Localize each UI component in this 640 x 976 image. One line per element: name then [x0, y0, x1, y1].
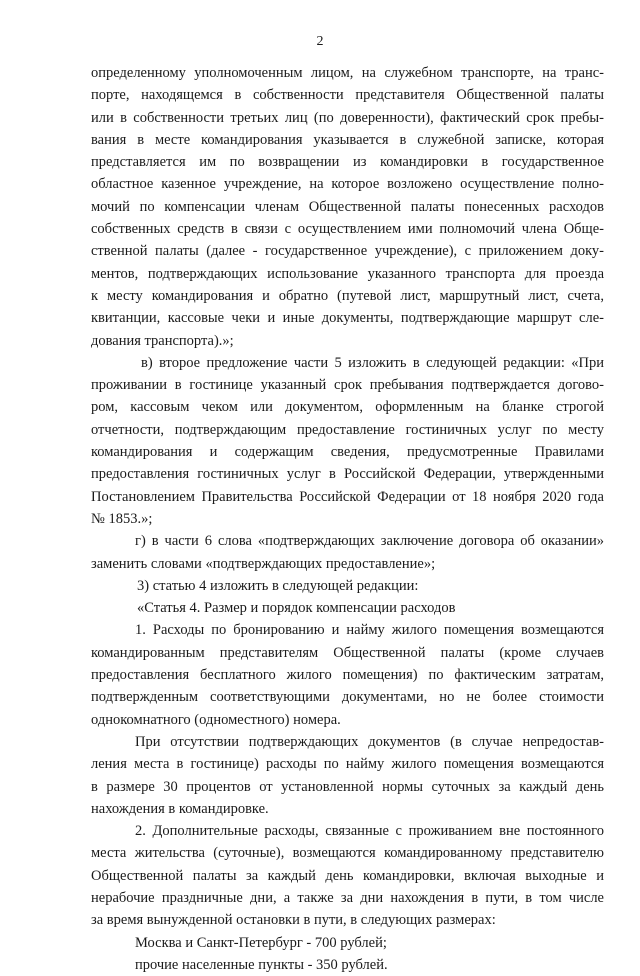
- text-line: за время вынужденной остановки в пути, в следующих размерах:: [91, 912, 496, 929]
- text-line: места жительства (суточные), возмещаются командированному представителю: [91, 845, 604, 862]
- paragraph-first-line: г) в части 6 слова «подтверждающих заключение договора об оказании»: [135, 533, 604, 550]
- text-line: подтвержденным соответствующими документами, но не более стоимости: [91, 689, 604, 706]
- text-line: в размере 30 процентов от установленной нормы суточных за каждый день: [91, 778, 604, 795]
- text-line: № 1853.»;: [91, 510, 153, 527]
- text-line: командирования и содержащим сведения, предусмотренные Правилами: [91, 444, 604, 461]
- text-line: заменить словами «подтверждающих предоставление»;: [91, 555, 436, 572]
- text-line: командированным представителям Общественной палаты (кроме случаев: [91, 644, 604, 661]
- text-line: ментов, подтверждающих использование указанного транспорта для проезда: [91, 265, 604, 282]
- text-line: вания в месте командирования указывается в служебной записке, которая: [91, 131, 604, 148]
- paragraph-first-line: 1. Расходы по бронированию и найму жилого помещения возмещаются: [135, 622, 604, 639]
- text-line: Общественной палаты за каждый день командировки, включая выходные и: [91, 867, 604, 884]
- article-heading: «Статья 4. Размер и порядок компенсации расходов: [137, 600, 456, 617]
- text-line: дования транспорта).»;: [91, 332, 234, 349]
- text-line: определенному уполномоченным лицом, на служебном транспорте, на транс-: [91, 65, 604, 81]
- text-line: ром, кассовым чеком или документом, оформленным на бланке строгой: [91, 399, 604, 416]
- text-line: Постановлением Правительства Российской Федерации от 18 ноября 2020 года: [91, 488, 604, 505]
- text-line: ственной палаты (далее - государственное учреждение), с приложением доку-: [91, 243, 604, 260]
- text-line: предоставления гостиничных услуг в Российской Федерации, утвержденными: [91, 466, 604, 483]
- text-line: нерабочие праздничные дни, а также за дни нахождения в пути, в том числе: [91, 889, 604, 906]
- text-line: предоставления бесплатного жилого помещения) по фактическим затратам,: [91, 667, 604, 684]
- paragraph-first-line: При отсутствии подтверждающих документов (в случае непредостав-: [135, 733, 604, 750]
- page-number: 2: [316, 34, 324, 49]
- text-line: или в собственности третьих лиц (по доверенности), фактический срок пребы-: [91, 109, 604, 126]
- text-line: однокомнатного (одноместного) номера.: [91, 711, 341, 728]
- document-body: [91, 62, 604, 976]
- text-line: отчетности, подтверждающим предоставление гостиничных услуг по месту: [91, 421, 604, 438]
- paragraph-first-line: 2. Дополнительные расходы, связанные с проживанием вне постоянного: [135, 823, 604, 840]
- text-line: ления места в гостинице) расходы по найму жилого помещения возмещаются: [91, 756, 604, 773]
- text-line: мочий по компенсации членам Общественной палаты понесенных расходов: [91, 198, 604, 215]
- text-line: собственных средств в связи с осуществлением ими полномочий члена Обще-: [91, 221, 604, 238]
- list-line: прочие населенные пункты - 350 рублей.: [135, 956, 388, 973]
- text-line: квитанции, кассовые чеки и иные документы, подтверждающие маршрут сле-: [91, 310, 604, 327]
- paragraph-first-line: в) второе предложение части 5 изложить в следующей редакции: «При: [141, 354, 604, 371]
- text-line: нахождения в командировке.: [91, 800, 269, 817]
- text-line: порте, находящемся в собственности представителя Общественной палаты: [91, 87, 604, 104]
- text-line: представляется им по возвращении из командировки в государственное: [91, 154, 604, 171]
- list-line: Москва и Санкт-Петербург - 700 рублей;: [135, 934, 387, 951]
- text-line: к месту командирования и обратно (путевой лист, маршрутный лист, счета,: [91, 287, 604, 304]
- paragraph-first-line: 3) статью 4 изложить в следующей редакции:: [137, 577, 419, 594]
- text-line: областное казенное учреждение, на которое возложено осуществление полно-: [91, 176, 604, 193]
- text-line: проживании в гостинице указанный срок пребывания подтверждается догово-: [91, 377, 604, 394]
